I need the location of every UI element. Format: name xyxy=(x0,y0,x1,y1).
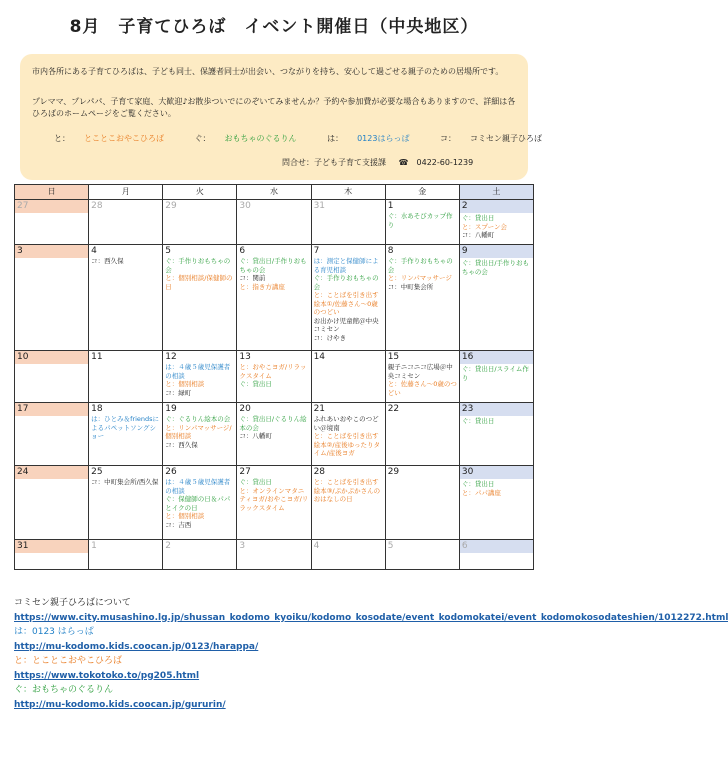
weekday-header-row xyxy=(15,185,534,200)
calendar-day-cell xyxy=(15,540,89,570)
day-number: 29 xyxy=(387,467,400,477)
legend-item-komisen: コ： コミセン親子ひろば xyxy=(440,134,542,143)
weekday-sat: 土 xyxy=(459,185,533,200)
day-number: 4 xyxy=(91,246,97,256)
weekday-tue: 火 xyxy=(163,185,237,200)
venue-link-label: コミセン親子ひろばについて xyxy=(14,598,131,608)
calendar-event: と：指き方講座 xyxy=(239,282,285,291)
calendar-day-cell xyxy=(163,200,237,245)
day-number: 25 xyxy=(91,467,103,477)
legend-item-tokotoko: と： とことこおやこひろば xyxy=(54,134,164,143)
day-number: 7 xyxy=(313,246,320,256)
calendar-day-cell xyxy=(385,403,459,466)
venue-link-label: と：とことこおやこひろば xyxy=(14,656,123,666)
day-number: 10 xyxy=(15,351,88,364)
calendar-event: ぐ：貸出日/ぐるりん絵本の会 xyxy=(239,415,307,432)
notice-paragraph: プレママ、プレパパ、子育て家庭、大歓迎♪お散歩ついでにのぞいてみませんか？予約や参加費が必要な場合もありますので、詳細は各ひろばのホームページをご覧ください。 xyxy=(32,97,516,118)
calendar-event: ふれあいおやこのつどい＠境南 xyxy=(313,415,379,432)
calendar-day-cell xyxy=(385,466,459,540)
calendar-day-cell xyxy=(311,540,385,570)
calendar-event: と：リンパマッサージ/個別相談 xyxy=(165,423,232,440)
calendar-event: と：オンラインマタニティヨガ/おやこヨガ/リラックスタイム xyxy=(239,486,309,512)
day-number: 19 xyxy=(165,404,177,414)
calendar-day-cell xyxy=(237,200,311,245)
venue-url-link[interactable]: https://www.city.musashino.lg.jp/shussan_kodomo_kyoiku/kodomo_kosodate/event_kodomokatei/event_kodomokosodateshien/1012272.html xyxy=(14,612,728,623)
day-number: 21 xyxy=(313,404,326,414)
calendar-event: と：パパ講座 xyxy=(461,488,501,497)
day-number: 5 xyxy=(387,541,394,551)
calendar-day-cell xyxy=(459,200,533,245)
day-number: 8 xyxy=(387,246,394,256)
calendar-event: と：ことばを引き出す絵本①/佐藤さん～0歳のつどい xyxy=(313,291,379,316)
calendar-day-cell xyxy=(385,351,459,403)
contact-line xyxy=(282,157,473,169)
day-number: 11 xyxy=(91,352,103,362)
calendar-day-cell xyxy=(311,403,385,466)
calendar-day-cell xyxy=(15,200,89,245)
calendar-day-cell xyxy=(459,540,533,570)
calendar-day-cell xyxy=(311,351,385,403)
day-number: 28 xyxy=(91,201,103,211)
calendar-week-row xyxy=(15,245,534,351)
calendar-event: コ：吉西 xyxy=(165,520,192,529)
day-number: 13 xyxy=(239,352,251,362)
calendar-event: ぐ：貸出日/手作りおもちゃの会 xyxy=(239,257,307,274)
link-list xyxy=(14,596,728,712)
calendar-day-cell xyxy=(237,466,311,540)
calendar-week-row xyxy=(15,351,534,403)
calendar-day-cell xyxy=(237,540,311,570)
venue-url-link[interactable]: http://mu-kodomo.kids.coocan.jp/0123/harappa/ xyxy=(14,641,259,652)
calendar-day-cell xyxy=(459,466,533,540)
calendar-day-cell xyxy=(459,403,533,466)
calendar-event: と：スプーン会 xyxy=(461,222,508,231)
event-calendar xyxy=(14,184,534,570)
info-box xyxy=(20,54,542,180)
calendar-day-cell xyxy=(237,351,311,403)
calendar-event: は：４歳５歳児保護者の相談 xyxy=(165,363,231,380)
calendar-day-cell xyxy=(385,540,459,570)
calendar-event: コ：八幡町 xyxy=(239,432,272,440)
day-number: 30 xyxy=(239,201,251,211)
calendar-day-cell xyxy=(163,540,237,570)
calendar-event: コ：西久保 xyxy=(91,257,124,265)
day-number: 26 xyxy=(165,467,177,477)
day-number: 29 xyxy=(165,201,177,211)
calendar-day-cell xyxy=(89,540,163,570)
calendar-event: と：佐藤さん～0歳のつどい xyxy=(387,380,457,397)
calendar-day-cell xyxy=(163,403,237,466)
calendar-event: と：個別相談 xyxy=(165,512,205,520)
day-number: 2 xyxy=(165,541,172,551)
calendar-event: ぐ：手作りおもちゃの会 xyxy=(165,257,231,274)
calendar-event: コ：関前 xyxy=(239,274,266,282)
legend-item-harappa: は： 0123はらっぱ xyxy=(327,134,410,143)
calendar-event: コ：緑町 xyxy=(165,388,192,397)
calendar-event: ぐ：貸出日 xyxy=(461,480,495,488)
day-number: 4 xyxy=(313,541,320,551)
calendar-day-cell xyxy=(15,466,89,540)
calendar-event: と：ことばを引き出す絵本③/ぷかぷかさんのおはなしの日 xyxy=(313,478,381,503)
calendar-day-cell xyxy=(89,200,163,245)
calendar-event: ぐ：貸出日 xyxy=(239,380,272,388)
day-number: 3 xyxy=(15,245,88,258)
calendar-day-cell xyxy=(459,351,533,403)
calendar-event: コ：けやき xyxy=(313,333,347,342)
page-title: 8月 子育てひろば イベント開催日（中央地区） xyxy=(69,17,479,37)
calendar-event: と：リンパマッサージ xyxy=(387,274,452,282)
calendar-day-cell xyxy=(89,403,163,466)
day-number: 18 xyxy=(91,404,103,414)
day-number: 14 xyxy=(313,352,326,362)
calendar-day-cell xyxy=(311,466,385,540)
calendar-day-cell xyxy=(15,351,89,403)
day-number: 6 xyxy=(239,246,246,256)
day-number: 28 xyxy=(313,467,326,477)
intro-paragraph: 市内各所にある子育てひろばは、子ども同士、保護者同士が出会い、つながりを持ち、安心して過ごせる親子のための居場所です。 xyxy=(32,67,504,76)
day-number: 22 xyxy=(387,404,400,414)
calendar-day-cell xyxy=(237,403,311,466)
calendar-day-cell xyxy=(163,351,237,403)
calendar-week-row xyxy=(15,466,534,540)
calendar-day-cell xyxy=(237,245,311,351)
calendar-week-row xyxy=(15,200,534,245)
day-number: 1 xyxy=(91,541,97,551)
calendar-event: ぐ：手作りおもちゃの会 xyxy=(313,274,379,291)
venue-link-label: は：0123 はらっぱ xyxy=(14,627,94,637)
calendar-event: 親子ニコニコ広場＠中央コミセン xyxy=(387,363,453,380)
legend-item-gururin: ぐ： おもちゃのぐるりん xyxy=(194,134,297,143)
day-number: 2 xyxy=(460,200,533,213)
calendar-day-cell xyxy=(89,466,163,540)
calendar-day-cell xyxy=(15,403,89,466)
contact-phone: ☎ 0422-60-1239 xyxy=(398,158,474,167)
day-number: 6 xyxy=(460,540,533,553)
calendar-event: ぐ：手作りおもちゃの会 xyxy=(387,257,453,274)
day-number: 16 xyxy=(460,351,533,364)
calendar-event: と：個別相談/保健師の日 xyxy=(165,274,233,291)
calendar-event: お出かけ児童館＠中央コミセン xyxy=(313,316,379,333)
calendar-week-row xyxy=(15,403,534,466)
contact-label: 問合せ：子ども子育て支援課 xyxy=(282,158,386,167)
calendar-event: ぐ：貸出日/スライム作り xyxy=(461,365,529,382)
calendar-event: と：個別相談 xyxy=(165,380,205,388)
day-number: 24 xyxy=(15,466,88,479)
day-number: 30 xyxy=(460,466,533,479)
calendar-day-cell xyxy=(385,245,459,351)
calendar-day-cell xyxy=(385,200,459,245)
calendar-day-cell xyxy=(163,245,237,351)
day-number: 31 xyxy=(313,201,326,211)
calendar-event: は：４歳５歳児保護者の相談 xyxy=(165,478,231,495)
day-number: 9 xyxy=(460,245,533,258)
calendar-event: コ：中町集会所 xyxy=(387,282,434,291)
day-number: 27 xyxy=(15,200,88,213)
day-number: 12 xyxy=(165,352,177,362)
day-number: 5 xyxy=(165,246,172,256)
venue-link-label: ぐ：おもちゃのぐるりん xyxy=(14,685,114,695)
calendar-event: ぐ：水あそびカップ作り xyxy=(387,212,453,229)
day-number: 1 xyxy=(387,201,394,211)
calendar-event: コ：中町集会所/西久保 xyxy=(91,478,159,486)
calendar-event: コ：八幡町 xyxy=(461,231,495,239)
venue-url-link[interactable]: http://mu-kodomo.kids.coocan.jp/gururin/ xyxy=(14,699,226,710)
calendar-day-cell xyxy=(89,351,163,403)
day-number: 27 xyxy=(239,467,251,477)
calendar-event: ぐ：貸出日 xyxy=(461,214,495,222)
day-number: 31 xyxy=(15,540,88,553)
venue-legend xyxy=(54,133,570,145)
day-number: 3 xyxy=(239,541,246,551)
calendar-event: ぐ：貸出日/手作りおもちゃの会 xyxy=(461,259,530,276)
day-number: 20 xyxy=(239,404,251,414)
weekday-thu: 木 xyxy=(311,185,385,200)
calendar-event: と：ことばを引き出す絵本②/産後ゆったりタイム/産後ヨガ xyxy=(313,432,381,457)
weekday-sun: 日 xyxy=(15,185,89,200)
calendar-day-cell xyxy=(311,200,385,245)
calendar-event: ぐ：保健師の日＆パパとイクの日 xyxy=(165,495,231,512)
calendar-day-cell xyxy=(89,245,163,351)
calendar-event: ぐ：貸出日 xyxy=(239,478,272,486)
day-number: 23 xyxy=(460,403,533,416)
calendar-event: コ：西久保 xyxy=(165,440,198,449)
venue-url-link[interactable]: https://www.tokotoko.to/pg205.html xyxy=(14,670,200,681)
calendar-event: ぐ：ぐるりん絵本の会 xyxy=(165,415,231,423)
weekday-mon: 月 xyxy=(89,185,163,200)
weekday-wed: 水 xyxy=(237,185,311,200)
calendar-day-cell xyxy=(15,245,89,351)
calendar-day-cell xyxy=(311,245,385,351)
calendar-day-cell xyxy=(163,466,237,540)
calendar-day-cell xyxy=(459,245,533,351)
day-number: 17 xyxy=(15,403,88,416)
calendar-event: は：測定と保健師による育児相談 xyxy=(313,257,379,274)
calendar-week-row xyxy=(15,540,534,570)
calendar-event: ぐ：貸出日 xyxy=(461,417,495,425)
day-number: 15 xyxy=(387,352,400,362)
calendar-event: は：ひとみ＆friendsによるパペットソングショー xyxy=(91,415,160,440)
weekday-fri: 金 xyxy=(385,185,459,200)
calendar-event: と：おやこヨガ/リラックスタイム xyxy=(239,363,307,380)
